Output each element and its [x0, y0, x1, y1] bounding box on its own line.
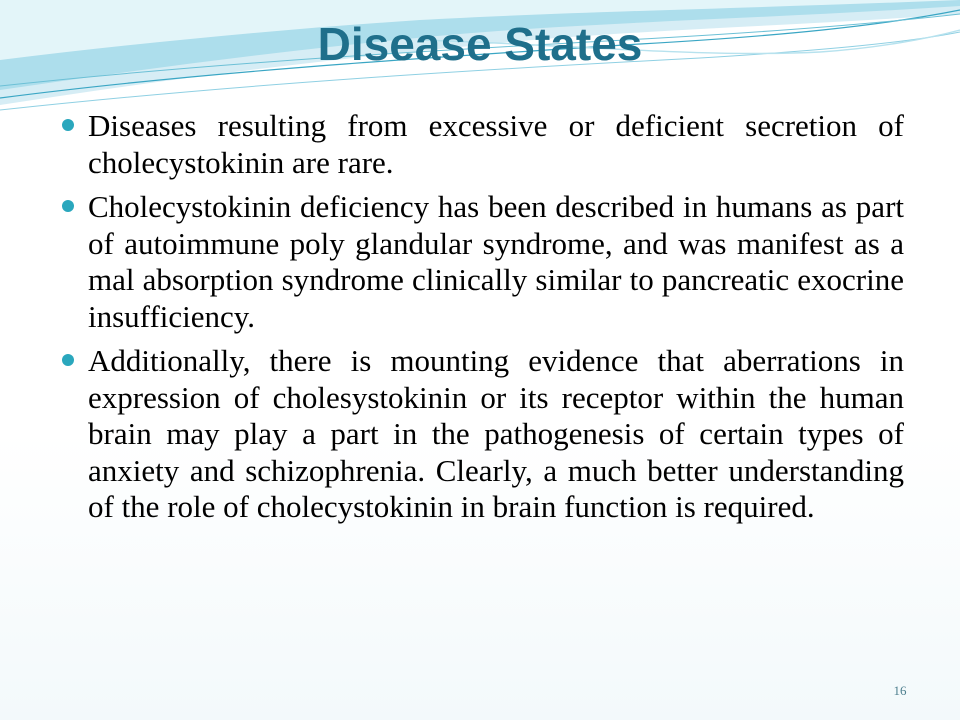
bullet-marker-icon — [62, 354, 74, 366]
bullet-text-1: Diseases resulting from excessive or deficient secretion of cholecystokinin are rare. — [88, 108, 904, 180]
bullet-list — [62, 108, 904, 534]
bullet-text-3: Additionally, there is mounting evidence that aberrations in expression of cholesystokinin or its receptor within the human brain may play a part in the pathogenesis of certain types of anxiety and schizophrenia. Clearly, a much better understanding of the role of cholecystokinin in brain function is required. — [88, 343, 904, 524]
bullet-marker-icon — [62, 200, 74, 212]
page-number: 16 — [893, 683, 907, 698]
bullet-marker-icon — [62, 119, 74, 131]
bullet-item-3 — [62, 343, 904, 526]
bullet-text-2: Cholecystokinin deficiency has been described in humans as part of autoimmune poly glandular syndrome, and was manifest as a mal absorption syndrome clinically similar to pancreatic exocrine insufficiency. — [88, 189, 904, 334]
slide-title: Disease States — [317, 18, 643, 70]
bullet-item-1 — [62, 108, 904, 181]
bullet-item-2 — [62, 189, 904, 335]
